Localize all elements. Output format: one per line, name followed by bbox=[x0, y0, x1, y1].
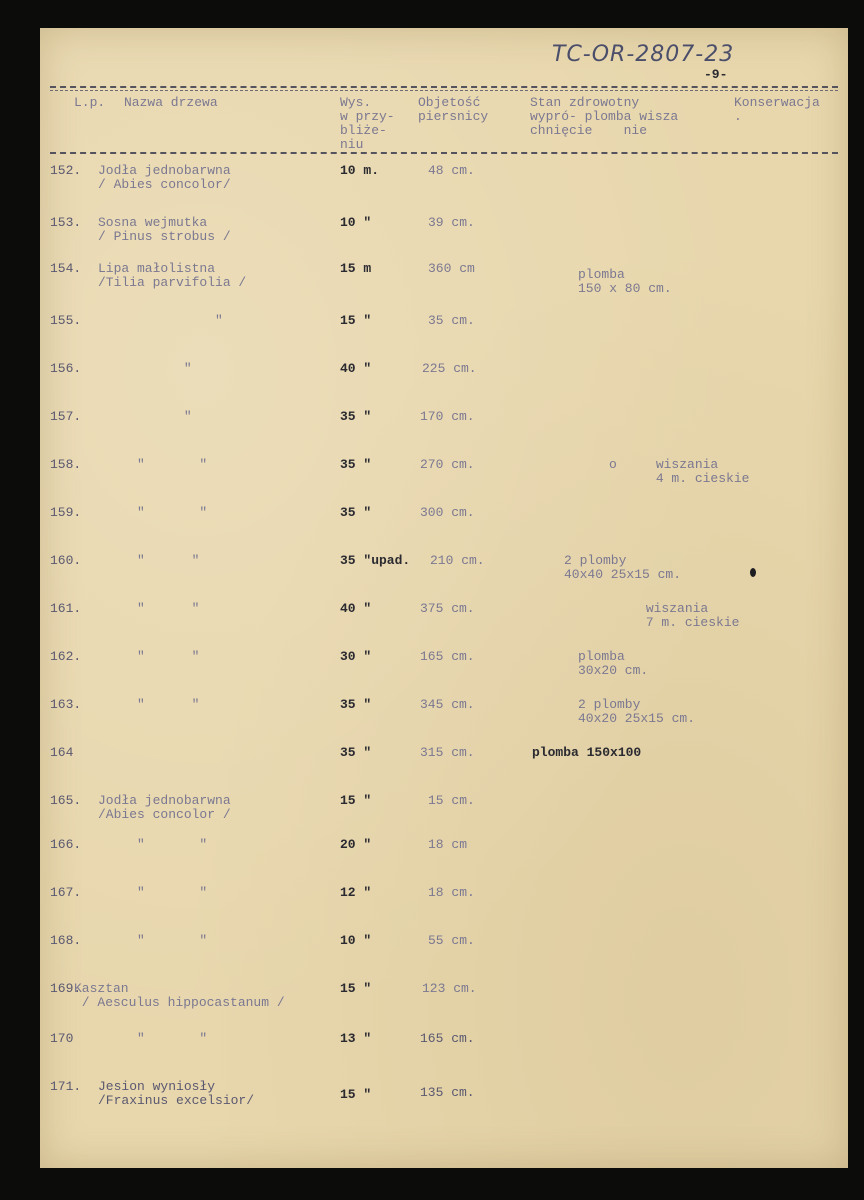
table-row bbox=[40, 506, 848, 550]
row-number: 168. bbox=[50, 933, 82, 948]
row-tree-name: Sosna wejmutka / Pinus strobus / bbox=[98, 215, 231, 244]
row-health-note: 2 plomby 40x20 25x15 cm. bbox=[578, 697, 696, 726]
header-top-rule bbox=[50, 86, 838, 88]
row-health-note: plomba 150x100 bbox=[532, 745, 642, 760]
row-number: 153. bbox=[50, 215, 82, 230]
row-tree-name: " " bbox=[98, 697, 200, 712]
row-circumference: 210 cm. bbox=[430, 553, 485, 568]
row-circumference: 18 cm bbox=[428, 837, 468, 852]
row-circumference: 375 cm. bbox=[420, 601, 475, 616]
row-height: 30 " bbox=[340, 649, 372, 664]
row-circumference: 165 cm. bbox=[420, 1031, 475, 1046]
header-top-rule-2 bbox=[50, 90, 838, 91]
row-tree-name: " " bbox=[98, 1031, 208, 1046]
row-circumference: 360 cm bbox=[428, 261, 475, 276]
table-row bbox=[40, 164, 848, 208]
row-number: 158. bbox=[50, 457, 82, 472]
row-circumference: 165 cm. bbox=[420, 649, 475, 664]
row-height: 12 " bbox=[340, 885, 372, 900]
row-tree-name: " bbox=[98, 361, 192, 376]
table-row bbox=[40, 458, 848, 502]
row-tree-name: " " bbox=[98, 457, 208, 472]
row-circumference: 123 cm. bbox=[422, 981, 477, 996]
row-height: 40 " bbox=[340, 361, 372, 376]
document-page bbox=[40, 28, 848, 1168]
row-circumference: 35 cm. bbox=[428, 313, 475, 328]
row-tree-name: " bbox=[98, 313, 223, 328]
row-circumference: 39 cm. bbox=[428, 215, 475, 230]
row-number: 157. bbox=[50, 409, 82, 424]
row-height: 35 " bbox=[340, 457, 372, 472]
page-number: -9- bbox=[704, 67, 728, 82]
table-row bbox=[40, 314, 848, 358]
row-height: 15 m bbox=[340, 261, 372, 276]
table-row bbox=[40, 886, 848, 930]
row-tree-name: Jodła jednobarwna /Abies concolor / bbox=[98, 793, 231, 822]
row-height: 35 " bbox=[340, 697, 372, 712]
row-number: 159. bbox=[50, 505, 82, 520]
row-height: 15 " bbox=[340, 793, 372, 808]
row-health-note: wiszania 7 m. cieskie bbox=[645, 601, 740, 630]
row-height: 40 " bbox=[340, 601, 372, 616]
table-row bbox=[40, 362, 848, 406]
row-number: 152. bbox=[50, 163, 82, 178]
header-height: Wys. w przy- bliże- niu bbox=[340, 95, 395, 152]
row-tree-name: " bbox=[98, 409, 192, 424]
header-lp: L.p. bbox=[74, 95, 106, 110]
row-tree-name: " " bbox=[98, 649, 200, 664]
row-tree-name: Jesion wyniosły /Fraxinus excelsior/ bbox=[98, 1079, 255, 1108]
table-row bbox=[40, 1080, 848, 1124]
row-height: 20 " bbox=[340, 837, 372, 852]
row-health-note: o wiszania 4 m. cieskie bbox=[609, 457, 750, 486]
row-number: 154. bbox=[50, 261, 82, 276]
row-height: 10 " bbox=[340, 215, 372, 230]
row-circumference: 18 cm. bbox=[428, 885, 475, 900]
header-bottom-rule bbox=[50, 152, 838, 154]
row-height: 15 " bbox=[340, 313, 372, 328]
row-circumference: 270 cm. bbox=[420, 457, 475, 472]
row-circumference: 170 cm. bbox=[420, 409, 475, 424]
row-height: 35 " bbox=[340, 505, 372, 520]
archive-reference: TC-OR-2807-23 bbox=[552, 42, 735, 67]
row-height: 15 " bbox=[340, 1087, 372, 1102]
table-row bbox=[40, 554, 848, 598]
row-tree-name: " " bbox=[98, 837, 208, 852]
row-circumference: 135 cm. bbox=[420, 1085, 475, 1100]
table-row bbox=[40, 698, 848, 742]
row-circumference: 315 cm. bbox=[420, 745, 475, 760]
ink-speck bbox=[750, 568, 756, 577]
row-tree-name: Jodła jednobarwna / Abies concolor/ bbox=[98, 163, 231, 192]
row-number: 165. bbox=[50, 793, 82, 808]
row-circumference: 225 cm. bbox=[422, 361, 477, 376]
row-tree-name: " " bbox=[98, 933, 208, 948]
table-row bbox=[40, 982, 848, 1026]
row-health-note: 2 plomby 40x40 25x15 cm. bbox=[564, 553, 682, 582]
row-number: 167. bbox=[50, 885, 82, 900]
row-number: 161. bbox=[50, 601, 82, 616]
row-circumference: 48 cm. bbox=[428, 163, 475, 178]
row-number: 169. bbox=[50, 981, 82, 996]
table-row bbox=[40, 216, 848, 260]
row-number: 160. bbox=[50, 553, 82, 568]
table-row bbox=[40, 1032, 848, 1076]
row-number: 170 bbox=[50, 1031, 74, 1046]
row-number: 156. bbox=[50, 361, 82, 376]
row-height: 35 " bbox=[340, 409, 372, 424]
table-row bbox=[40, 410, 848, 454]
table-row bbox=[40, 262, 848, 306]
row-tree-name: " " bbox=[98, 601, 200, 616]
header-conservation: Konserwacja . bbox=[734, 95, 820, 124]
row-circumference: 345 cm. bbox=[420, 697, 475, 712]
row-number: 164 bbox=[50, 745, 74, 760]
header-health-state: Stan zdrowotny wypró- plomba wisza chnięcie nie bbox=[530, 95, 679, 138]
row-tree-name: " " bbox=[98, 505, 208, 520]
row-number: 155. bbox=[50, 313, 82, 328]
row-circumference: 55 cm. bbox=[428, 933, 475, 948]
row-tree-name: " " bbox=[98, 553, 200, 568]
row-health-note: plomba 30x20 cm. bbox=[578, 649, 649, 678]
row-height: 35 "upad. bbox=[340, 553, 411, 568]
row-height: 35 " bbox=[340, 745, 372, 760]
row-number: 162. bbox=[50, 649, 82, 664]
row-height: 15 " bbox=[340, 981, 372, 996]
table-row bbox=[40, 650, 848, 694]
row-tree-name: " " bbox=[98, 885, 208, 900]
row-number: 171. bbox=[50, 1079, 82, 1094]
row-number: 166. bbox=[50, 837, 82, 852]
table-row bbox=[40, 602, 848, 646]
row-height: 10 m. bbox=[340, 163, 380, 178]
table-row bbox=[40, 746, 848, 790]
header-tree-name: Nazwa drzewa bbox=[124, 95, 218, 110]
row-health-note: plomba 150 x 80 cm. bbox=[578, 267, 672, 296]
table-row bbox=[40, 934, 848, 978]
table-row bbox=[40, 794, 848, 838]
row-tree-name: Kasztan / Aesculus hippocastanum / bbox=[74, 981, 285, 1010]
row-height: 10 " bbox=[340, 933, 372, 948]
header-circumference: Objetość piersnicy bbox=[418, 95, 489, 124]
row-circumference: 300 cm. bbox=[420, 505, 475, 520]
table-row bbox=[40, 838, 848, 882]
row-height: 13 " bbox=[340, 1031, 372, 1046]
row-circumference: 15 cm. bbox=[428, 793, 475, 808]
row-tree-name: Lipa małolistna /Tilia parvifolia / bbox=[98, 261, 247, 290]
row-number: 163. bbox=[50, 697, 82, 712]
